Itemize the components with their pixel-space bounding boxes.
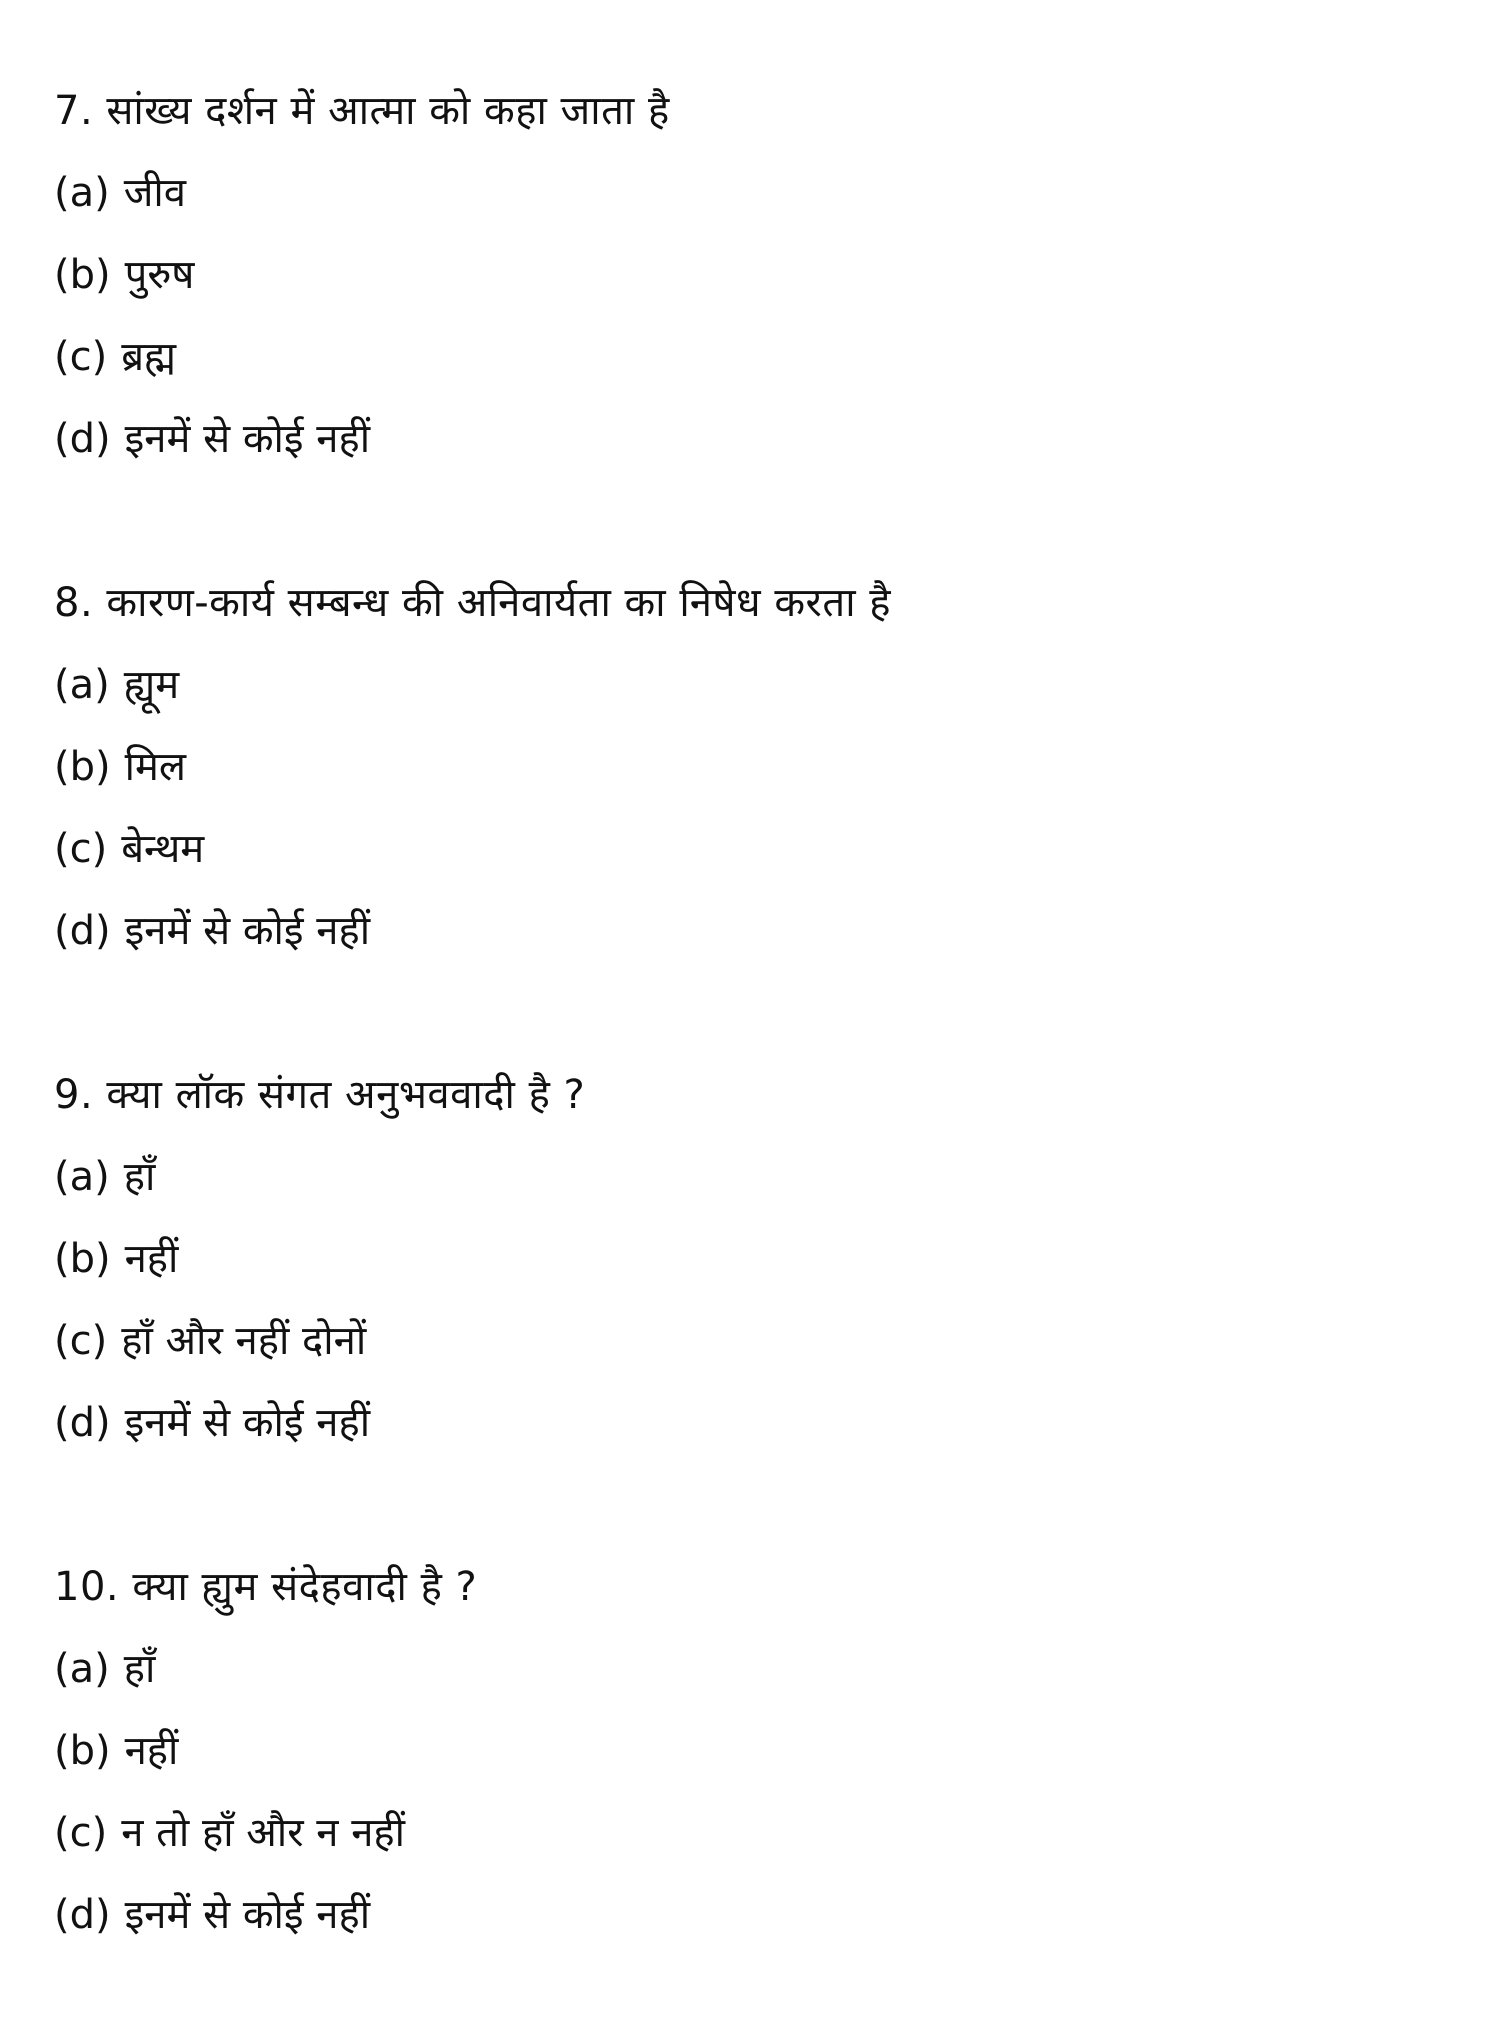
option-text: ह्यूम bbox=[123, 662, 180, 708]
option-text: पुरुष bbox=[124, 252, 195, 298]
question-7 bbox=[54, 70, 1454, 480]
option-letter: (d) bbox=[54, 1892, 111, 1938]
option-text: हाँ bbox=[123, 1154, 156, 1200]
option-a bbox=[54, 1628, 1454, 1710]
option-letter: (a) bbox=[54, 1646, 110, 1692]
option-text: इनमें से कोई नहीं bbox=[124, 1892, 371, 1938]
question-text bbox=[54, 1546, 1454, 1628]
option-letter: (a) bbox=[54, 662, 110, 708]
option-c bbox=[54, 316, 1454, 398]
option-text: बेन्थम bbox=[121, 826, 205, 872]
option-b bbox=[54, 1218, 1454, 1300]
option-d bbox=[54, 398, 1454, 480]
option-text: इनमें से कोई नहीं bbox=[124, 1400, 371, 1446]
option-text: हाँ और नहीं दोनों bbox=[121, 1318, 367, 1364]
option-b bbox=[54, 1710, 1454, 1792]
option-text: न तो हाँ और न नहीं bbox=[121, 1810, 406, 1856]
option-letter: (a) bbox=[54, 170, 110, 216]
question-number: 10. bbox=[54, 1564, 120, 1610]
question-number: 8. bbox=[54, 580, 94, 626]
option-letter: (c) bbox=[54, 334, 108, 380]
option-letter: (b) bbox=[54, 252, 111, 298]
option-letter: (d) bbox=[54, 416, 111, 462]
option-a bbox=[54, 644, 1454, 726]
option-letter: (c) bbox=[54, 1810, 108, 1856]
option-text: जीव bbox=[123, 170, 187, 216]
question-number: 9. bbox=[54, 1072, 94, 1118]
option-d bbox=[54, 890, 1454, 972]
option-text: मिल bbox=[124, 744, 187, 790]
question-text bbox=[54, 562, 1454, 644]
question-text bbox=[54, 70, 1454, 152]
option-text: नहीं bbox=[124, 1728, 179, 1774]
option-d bbox=[54, 1382, 1454, 1464]
option-c bbox=[54, 808, 1454, 890]
question-stem: कारण-कार्य सम्बन्ध की अनिवार्यता का निषेध करता है bbox=[106, 580, 892, 626]
option-letter: (b) bbox=[54, 744, 111, 790]
option-letter: (c) bbox=[54, 1318, 108, 1364]
option-text: हाँ bbox=[123, 1646, 156, 1692]
option-b bbox=[54, 726, 1454, 808]
option-d bbox=[54, 1874, 1454, 1956]
question-10 bbox=[54, 1546, 1454, 1956]
option-text: इनमें से कोई नहीं bbox=[124, 416, 371, 462]
option-letter: (a) bbox=[54, 1154, 110, 1200]
option-b bbox=[54, 234, 1454, 316]
question-text bbox=[54, 1054, 1454, 1136]
question-number: 7. bbox=[54, 88, 94, 134]
option-text: ब्रह्म bbox=[121, 334, 177, 380]
option-letter: (d) bbox=[54, 908, 111, 954]
option-letter: (b) bbox=[54, 1236, 111, 1282]
question-stem: क्या ह्युम संदेहवादी है ? bbox=[132, 1564, 478, 1610]
option-text: इनमें से कोई नहीं bbox=[124, 908, 371, 954]
option-a bbox=[54, 1136, 1454, 1218]
question-stem: क्या लॉक संगत अनुभववादी है ? bbox=[106, 1072, 586, 1118]
question-9 bbox=[54, 1054, 1454, 1464]
option-c bbox=[54, 1300, 1454, 1382]
option-letter: (c) bbox=[54, 826, 108, 872]
option-text: नहीं bbox=[124, 1236, 179, 1282]
option-c bbox=[54, 1792, 1454, 1874]
option-letter: (d) bbox=[54, 1400, 111, 1446]
option-letter: (b) bbox=[54, 1728, 111, 1774]
question-8 bbox=[54, 562, 1454, 972]
option-a bbox=[54, 152, 1454, 234]
question-stem: सांख्य दर्शन में आत्मा को कहा जाता है bbox=[106, 88, 670, 134]
